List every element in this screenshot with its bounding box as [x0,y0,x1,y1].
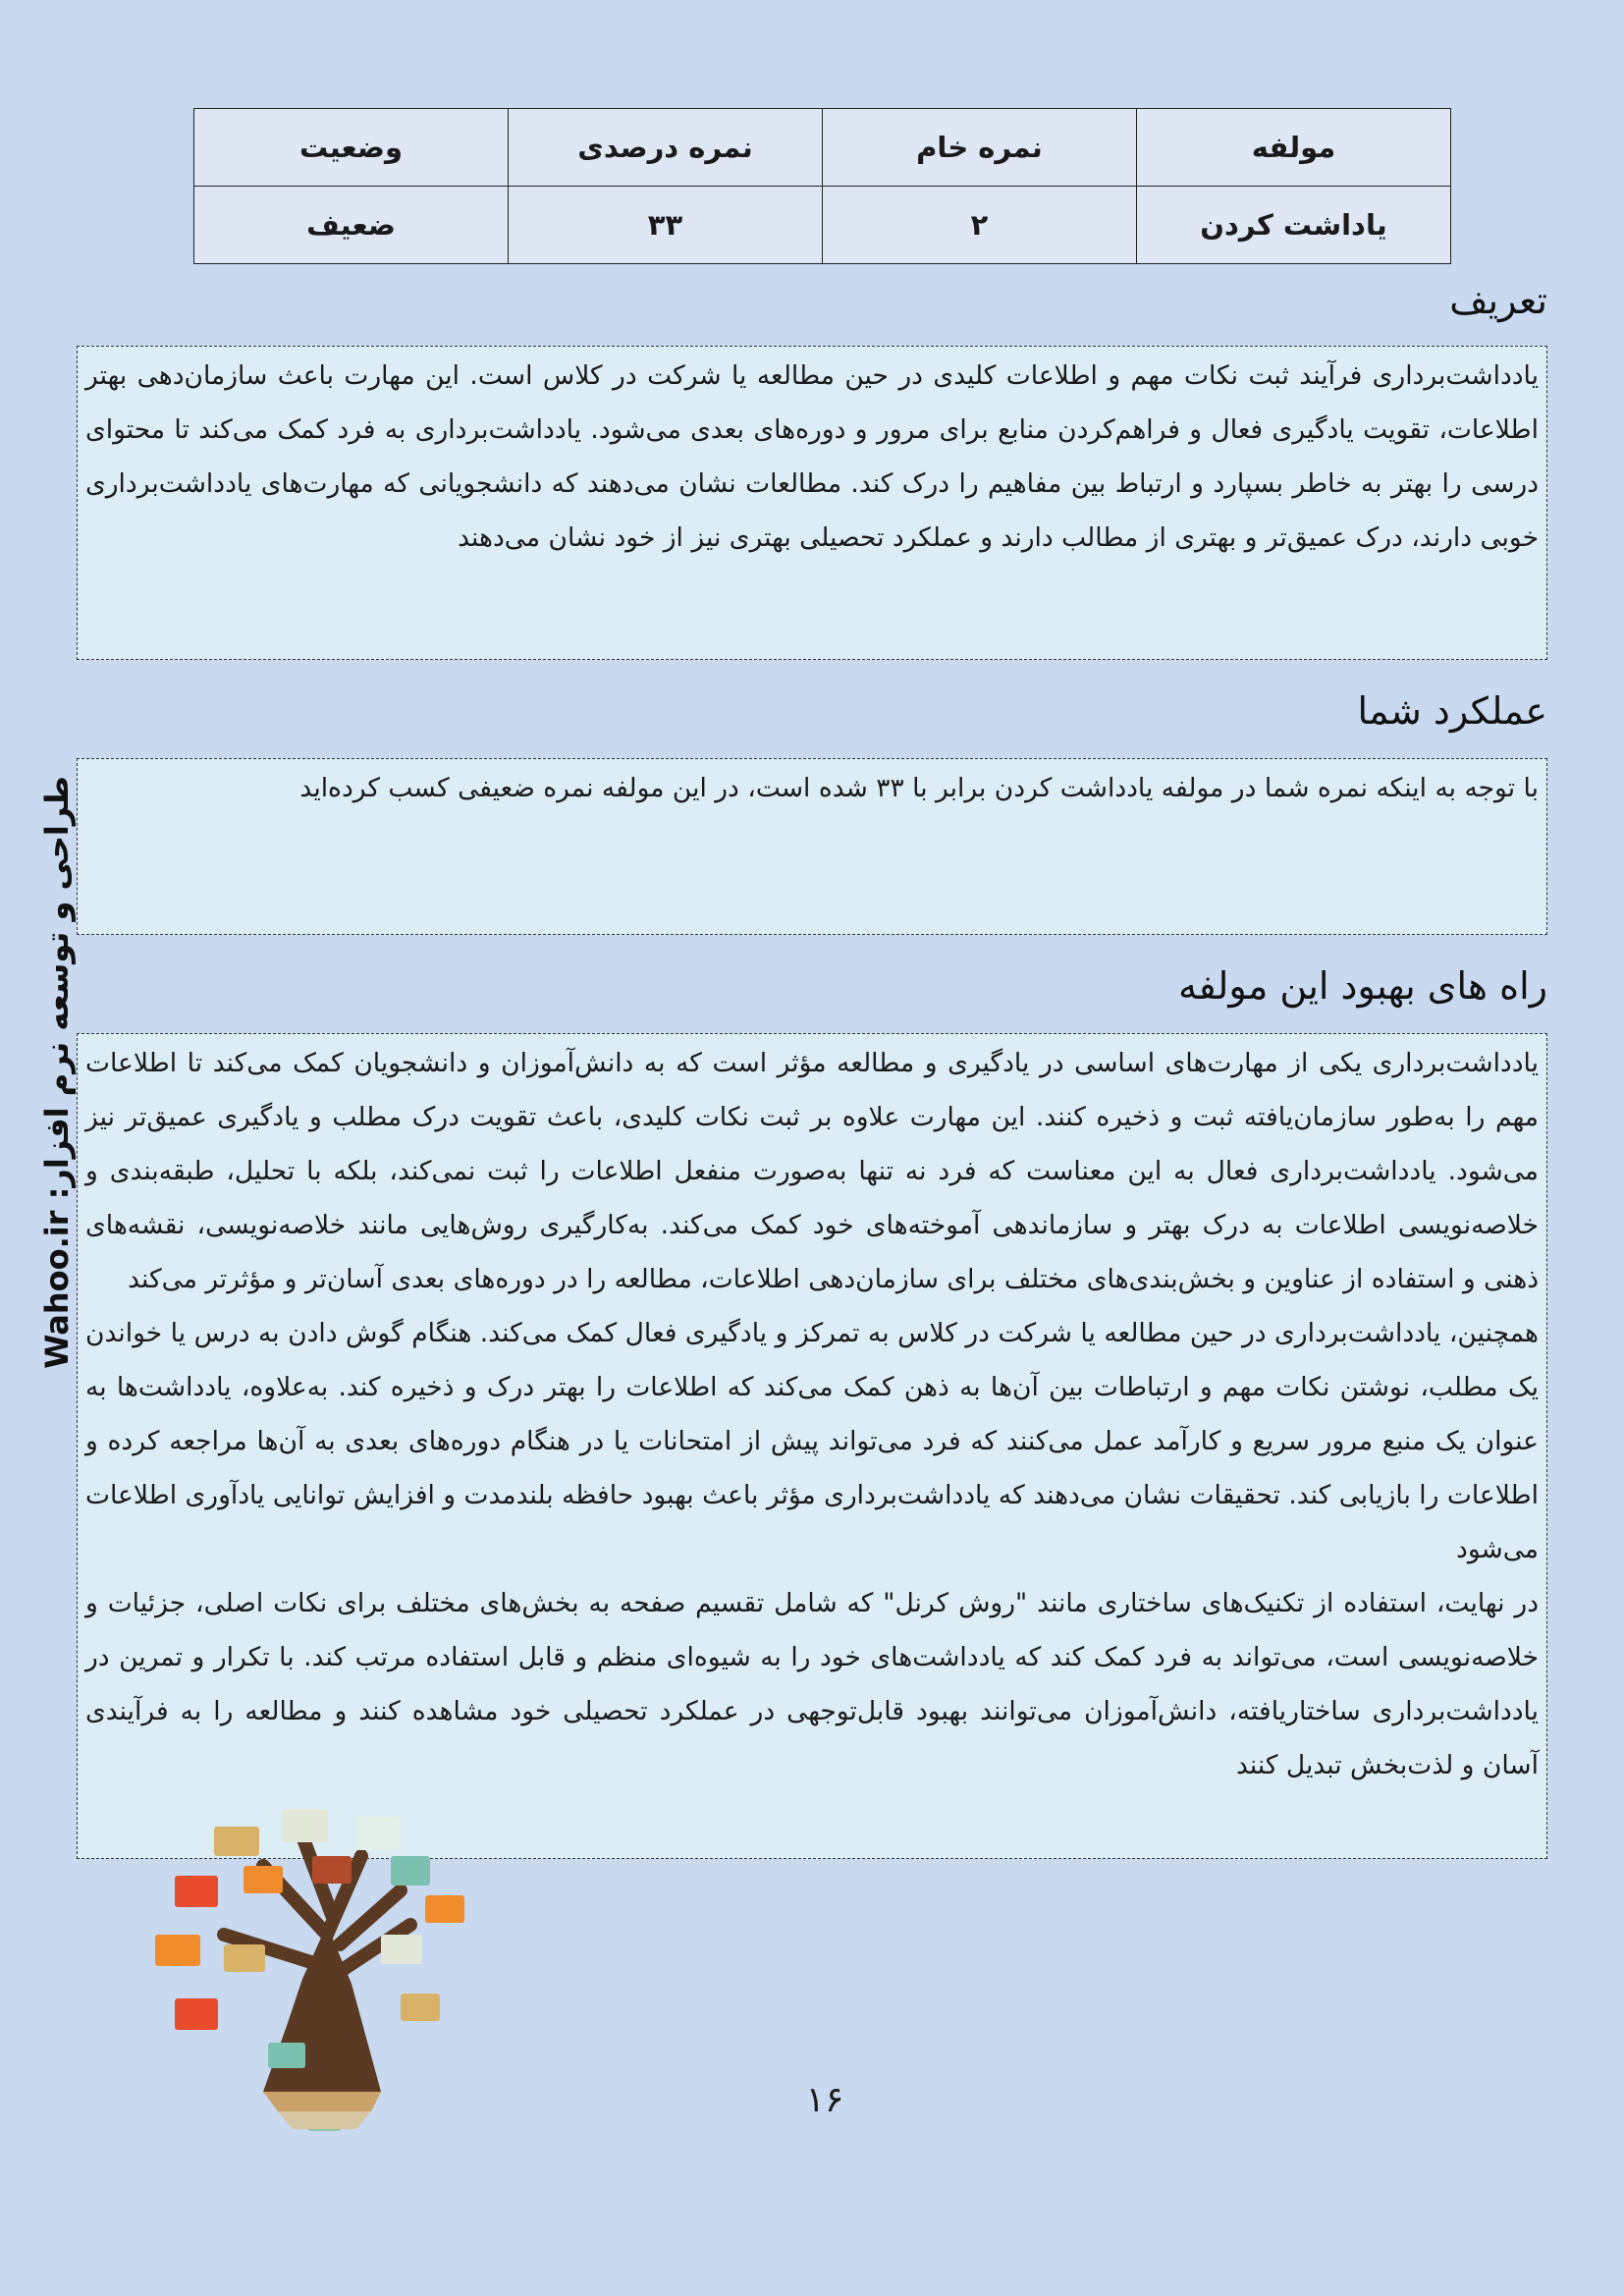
score-table [193,108,1451,264]
improvement-title: راه های بهبود این مولفه [1178,964,1547,1008]
definition-text: یادداشت‌برداری فرآیند ثبت نکات مهم و اطلاعات کلیدی در حین مطالعه یا شرکت در کلاس است. این مهارت باعث سازمان‌دهی بهتر اطلاعات، تقویت یادگیری فعال و فراهم‌کردن منابع برای مرور و دوره‌های بعدی می‌شود. یادداشت‌برداری به فرد کمک می‌کند تا محتوای درسی را بهتر به خاطر بسپارد و ارتباط بین مفاهیم را درک کند. مطالعات نشان می‌دهند که دانشجویانی که مهارت‌های یادداشت‌برداری خوبی دارند، درک عمیق‌تر و بهتری از مطالب دارند و عملکرد تحصیلی بهتری نیز از خود نشان می‌دهند [85,360,1539,553]
header-component: مولفه [1137,109,1451,187]
side-credit: طراحی و توسعه نرم افزار: Wahoo.ir [38,776,76,1369]
improvement-paragraph-3: در نهایت، استفاده از تکنیک‌های ساختاری مانند "روش کرنل" که شامل تقسیم صفحه به بخش‌های مختلف برای نکات اصلی، جزئیات و خلاصه‌نویسی است، می‌تواند به فرد کمک کند که یادداشت‌های خود را به شیوه‌ای منظم و قابل استفاده مرتب کند. با تکرار و تمرین در یادداشت‌برداری ساختاریافته، دانش‌آموزان می‌توانند بهبود قابل‌توجهی در عملکرد تحصیلی خود مشاهده کنند و مطالعه را به فرآیندی آسان و لذت‌بخش تبدیل کنند [85,1588,1539,1780]
cell-raw-score: ۲ [823,187,1137,264]
header-status: وضعیت [194,109,509,187]
table-header-row [194,109,1451,187]
book-tree-pencil-icon [116,1797,469,2131]
performance-title: عملکرد شما [1357,689,1547,733]
improvement-paragraph-2: همچنین، یادداشت‌برداری در حین مطالعه یا شرکت در کلاس به تمرکز و یادگیری فعال کمک می‌کند. هنگام گوش دادن به درس یا خواندن یک مطلب، نوشتن نکات مهم و ارتباطات بین آن‌ها به ذهن کمک می‌کند که اطلاعات را بهتر درک و ذخیره کند. به‌علاوه، یادداشت‌ها به عنوان یک منبع مرور سریع و کارآمد عمل می‌کنند که فرد می‌تواند پیش از امتحانات یا در هنگام دوره‌های بعدی به آن‌ها مراجعه کرده و اطلاعات را بازیابی کند. تحقیقات نشان می‌دهند که یادداشت‌برداری مؤثر باعث بهبود حافظه بلندمدت و افزایش توانایی یادآوری اطلاعات می‌شود [85,1318,1539,1564]
performance-box [77,758,1547,935]
improvement-paragraph-1: یادداشت‌برداری یکی از مهارت‌های اساسی در یادگیری و مطالعه مؤثر است که به دانش‌آموزان و دانشجویان کمک می‌کند تا اطلاعات مهم را به‌طور سازمان‌یافته ثبت و ذخیره کنند. این مهارت علاوه بر ثبت نکات کلیدی، باعث تقویت درک مطلب و یادگیری عمیق‌تر نیز می‌شود. یادداشت‌برداری فعال به این معناست که فرد نه تنها به‌صورت منفعل اطلاعات را ثبت نمی‌کند، بلکه با تحلیل، طبقه‌بندی و خلاصه‌نویسی اطلاعات به درک بهتر و سازماندهی آموخته‌های خود کمک می‌کند. به‌کارگیری روش‌هایی مانند خلاصه‌نویسی، نقشه‌های ذهنی و استفاده از عناوین و بخش‌بندی‌های مختلف برای سازمان‌دهی اطلاعات، مطالعه را در دوره‌های بعدی آسان‌تر و مؤثرتر می‌کند [85,1048,1539,1294]
page-number: ۱۶ [805,2080,844,2120]
header-raw-score: نمره خام [823,109,1137,187]
cell-status: ضعیف [194,187,509,264]
cell-component: یاداشت کردن [1137,187,1451,264]
definition-title: تعریف [1449,279,1547,322]
performance-text: با توجه به اینکه نمره شما در مولفه یادداشت کردن برابر با ۳۳ شده است، در این مولفه نمره ضعیفی کسب کرده‌اید [299,773,1539,803]
header-percent-score: نمره درصدی [509,109,823,187]
definition-box [77,346,1547,660]
cell-percent-score: ۳۳ [509,187,823,264]
improvement-box [77,1033,1547,1859]
table-row [194,187,1451,264]
